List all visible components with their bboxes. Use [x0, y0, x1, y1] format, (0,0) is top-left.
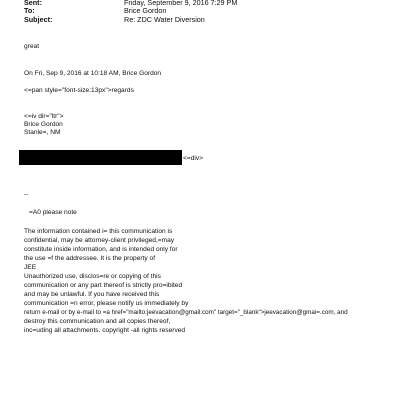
sent-label: Sent:: [24, 0, 42, 7]
disclaimer-line: the use =f the addressee. It is the property of: [24, 255, 156, 262]
div-line: <=iv dir="ltr">: [24, 113, 64, 120]
reply-text: great: [24, 43, 40, 50]
please-note: =A0 please note: [29, 209, 77, 216]
quote-header: On Fri, Sep 9, 2016 at 10:18 AM, Brice Gordon: [24, 70, 162, 77]
disclaimer-line: Unauthorized use, disclos=re or copying of this: [24, 273, 161, 280]
disclaimer-line: communication =n error, please notify us immediately by: [24, 300, 189, 307]
disclaimer-line: confidential, may be attorney-client privileged,=may: [24, 237, 175, 244]
disclaimer-line: JEE: [24, 264, 37, 271]
span-line: <=pan style="font-size:13px">regards: [24, 87, 134, 94]
sent-value: Friday, September 9, 2016 7:29 PM: [124, 0, 238, 7]
signature-name: Brice Gordon: [24, 121, 63, 128]
disclaimer-line: constitute inside information, and is intended only for: [24, 246, 178, 253]
header-to-row: [24, 6, 166, 15]
header-subject-row: [24, 15, 205, 24]
to-label: To:: [24, 6, 35, 15]
redaction-bar: [19, 150, 182, 165]
subject-label: Subject:: [24, 15, 53, 24]
signature-location: Stanle=, NM: [24, 129, 61, 136]
redacted-suffix: <=div>: [183, 155, 203, 162]
disclaimer-line: and may be unlawful. If you have received this: [24, 291, 160, 298]
disclaimer-line: return e-mail or by e-mail to =a href="mailto:jeevacation@gmail.com" target="_blank">jeevacation@gmai=.com, and: [24, 309, 348, 316]
disclaimer-line: communication or any part thereof is strictly pro=ibited: [24, 282, 183, 289]
disclaimer-line: inc=uding all attachments. copyright -all rights reserved: [24, 327, 186, 334]
disclaimer-line: destroy this communication and all copies thereof,: [24, 318, 171, 325]
to-value: Brice Gordon: [124, 6, 167, 15]
disclaimer-line: The information contained i= this communication is: [24, 228, 173, 235]
subject-value: Re: ZDC Water Diversion: [124, 15, 205, 24]
dashes: --: [24, 191, 29, 198]
